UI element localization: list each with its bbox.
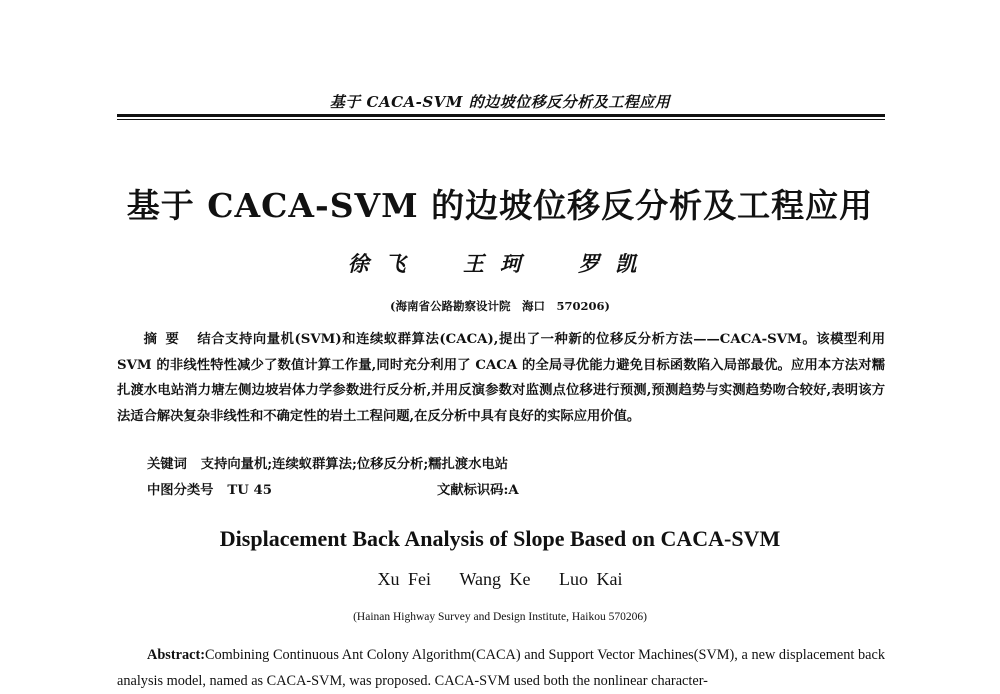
header-rule-thin <box>117 119 885 120</box>
english-author: Luo Kai <box>559 569 623 589</box>
classification-label: 中图分类号 <box>147 483 214 498</box>
english-author: Xu Fei <box>377 569 431 589</box>
english-author: Wang Ke <box>459 569 531 589</box>
running-header: 基于 CACA-SVM 的边坡位移反分析及工程应用 <box>329 93 671 111</box>
english-abstract <box>117 642 885 694</box>
document-code-value: A <box>508 483 519 498</box>
chinese-abstract-text: 结合支持向量机(SVM)和连续蚁群算法(CACA),提出了一种新的位移反分析方法——CACA-SVM。该模型利用 SVM 的非线性特性减少了数值计算工作量,同时充分利用了 CACA 的全局寻优能力避免目标函数陷入局部最优。应用本方法对糯扎渡水电站消力塘左侧边坡岩体力学参数进行反分析,并用反演参数对监测点位移进行预测,预测趋势与实测趋势吻合较好,表明该方法适合解决复杂非线性和不确定性的岩土工程问题,在反分析中具有良好的实际应用价值。 <box>117 332 886 424</box>
chinese-abstract-label: 摘要 <box>143 332 188 347</box>
chinese-keywords <box>147 453 887 472</box>
chinese-abstract <box>117 327 885 429</box>
keywords-text: 支持向量机;连续蚁群算法;位移反分析;糯扎渡水电站 <box>200 457 509 472</box>
english-authors <box>0 569 1000 590</box>
chinese-title: 基于 CACA-SVM 的边坡位移反分析及工程应用 <box>126 186 874 225</box>
classification-value: TU 45 <box>227 483 272 498</box>
classification-line <box>147 479 887 498</box>
header-rule-thick <box>117 114 885 117</box>
english-abstract-label: Abstract: <box>147 647 205 663</box>
chinese-authors: 徐飞 王珂 罗凯 <box>347 251 653 276</box>
english-title: Displacement Back Analysis of Slope Based on CACA-SVM <box>219 526 781 551</box>
keywords-label: 关键词 <box>147 457 187 472</box>
document-code <box>437 479 519 498</box>
english-affiliation: (Hainan Highway Survey and Design Institute, Haikou 570206) <box>353 611 647 623</box>
document-code-label: 文献标识码: <box>437 483 509 498</box>
chinese-affiliation: (海南省公路勘察设计院 海口 570206) <box>390 299 610 313</box>
english-abstract-text: Combining Continuous Ant Colony Algorithm(CACA) and Support Vector Machines(SVM), a new displacement back analysis model, named as CACA-SVM, was proposed. CACA-SVM used both the nonlinear character- <box>117 647 885 689</box>
